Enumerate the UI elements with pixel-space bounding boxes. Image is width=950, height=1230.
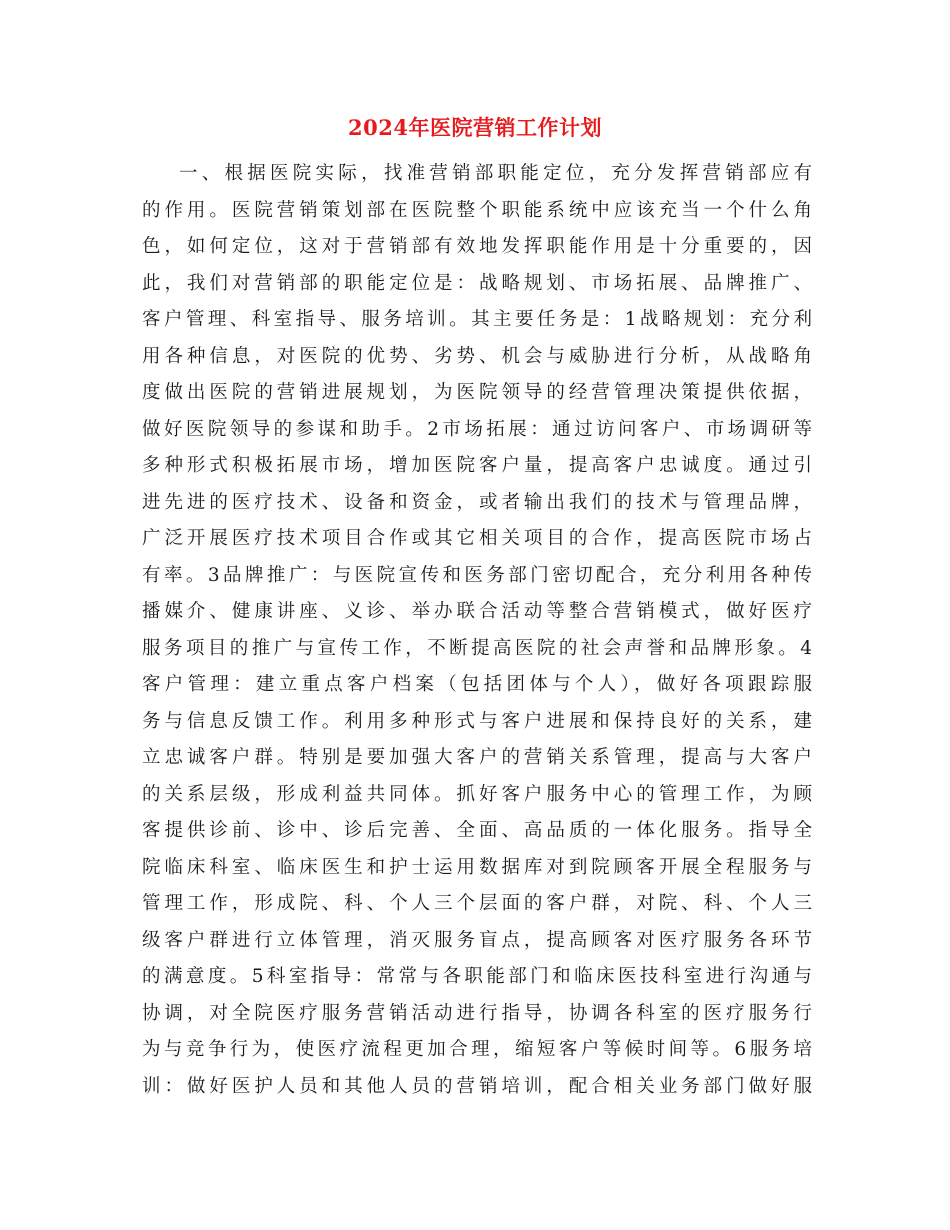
paragraph-line: 有率。3品牌推广：与医院宣传和医务部门密切配合，充分利用各种传 [142, 564, 812, 586]
paragraph-line: 的作用。医院营销策划部在医院整个职能系统中应该充当一个什么角 [142, 199, 812, 221]
paragraph-line: 的关系层级，形成利益共同体。抓好客户服务中心的管理工作，为顾 [142, 783, 812, 805]
paragraph-line: 此，我们对营销部的职能定位是：战略规划、市场拓展、品牌推广、 [142, 272, 812, 294]
paragraph-line: 进先进的医疗技术、设备和资金，或者输出我们的技术与管理品牌， [142, 491, 812, 513]
paragraph-line: 色，如何定位，这对于营销部有效地发挥职能作用是十分重要的，因 [142, 236, 812, 257]
document-body [142, 156, 812, 1105]
paragraph-line: 服务项目的推广与宣传工作，不断提高医院的社会声誉和品牌形象。4 [142, 637, 812, 659]
paragraph-line: 广泛开展医疗技术项目合作或其它相关项目的合作，提高医院市场占 [142, 528, 812, 549]
paragraph-line: 级客户群进行立体管理，消灭服务盲点，提高顾客对医疗服务各环节 [142, 929, 812, 951]
paragraph-line: 为与竞争行为，使医疗流程更加合理，缩短客户等候时间等。6服务培 [142, 1039, 812, 1060]
document-title: 2024年医院营销工作计划 [348, 115, 602, 140]
paragraph-line: 用各种信息，对医院的优势、劣势、机会与威胁进行分析，从战略角 [142, 345, 812, 367]
paragraph-line: 多种形式积极拓展市场，增加医院客户量，提高客户忠诚度。通过引 [142, 455, 812, 476]
paragraph-line: 客户管理、科室指导、服务培训。其主要任务是：1战略规划：充分利 [142, 309, 812, 330]
paragraph-line: 训：做好医护人员和其他人员的营销培训，配合相关业务部门做好服 [142, 1075, 812, 1097]
paragraph-line: 度做出医院的营销进展规划，为医院领导的经营管理决策提供依据， [142, 382, 812, 403]
paragraph-line: 的满意度。5科室指导：常常与各职能部门和临床医技科室进行沟通与 [142, 966, 812, 987]
paragraph-line: 客提供诊前、诊中、诊后完善、全面、高品质的一体化服务。指导全 [142, 820, 812, 841]
paragraph-line: 播媒介、健康讲座、义诊、举办联合活动等整合营销模式，做好医疗 [142, 601, 812, 622]
paragraph-line: 管理工作，形成院、科、个人三个层面的客户群，对院、科、个人三 [142, 893, 812, 914]
paragraph-line: 协调，对全院医疗服务营销活动进行指导，协调各科室的医疗服务行 [142, 1002, 812, 1024]
paragraph-line: 做好医院领导的参谋和助手。2市场拓展：通过访问客户、市场调研等 [142, 418, 812, 440]
paragraph-line: 一、根据医院实际，找准营销部职能定位，充分发挥营销部应有 [179, 163, 812, 184]
paragraph-line: 立忠诚客户群。特别是要加强大客户的营销关系管理，提高与大客户 [142, 747, 812, 768]
paragraph-line: 院临床科室、临床医生和护士运用数据库对到院顾客开展全程服务与 [142, 856, 812, 878]
paragraph-line: 务与信息反馈工作。利用多种形式与客户进展和保持良好的关系，建 [142, 710, 812, 732]
paragraph-line: 客户管理：建立重点客户档案（包括团体与个人），做好各项跟踪服 [142, 674, 812, 695]
